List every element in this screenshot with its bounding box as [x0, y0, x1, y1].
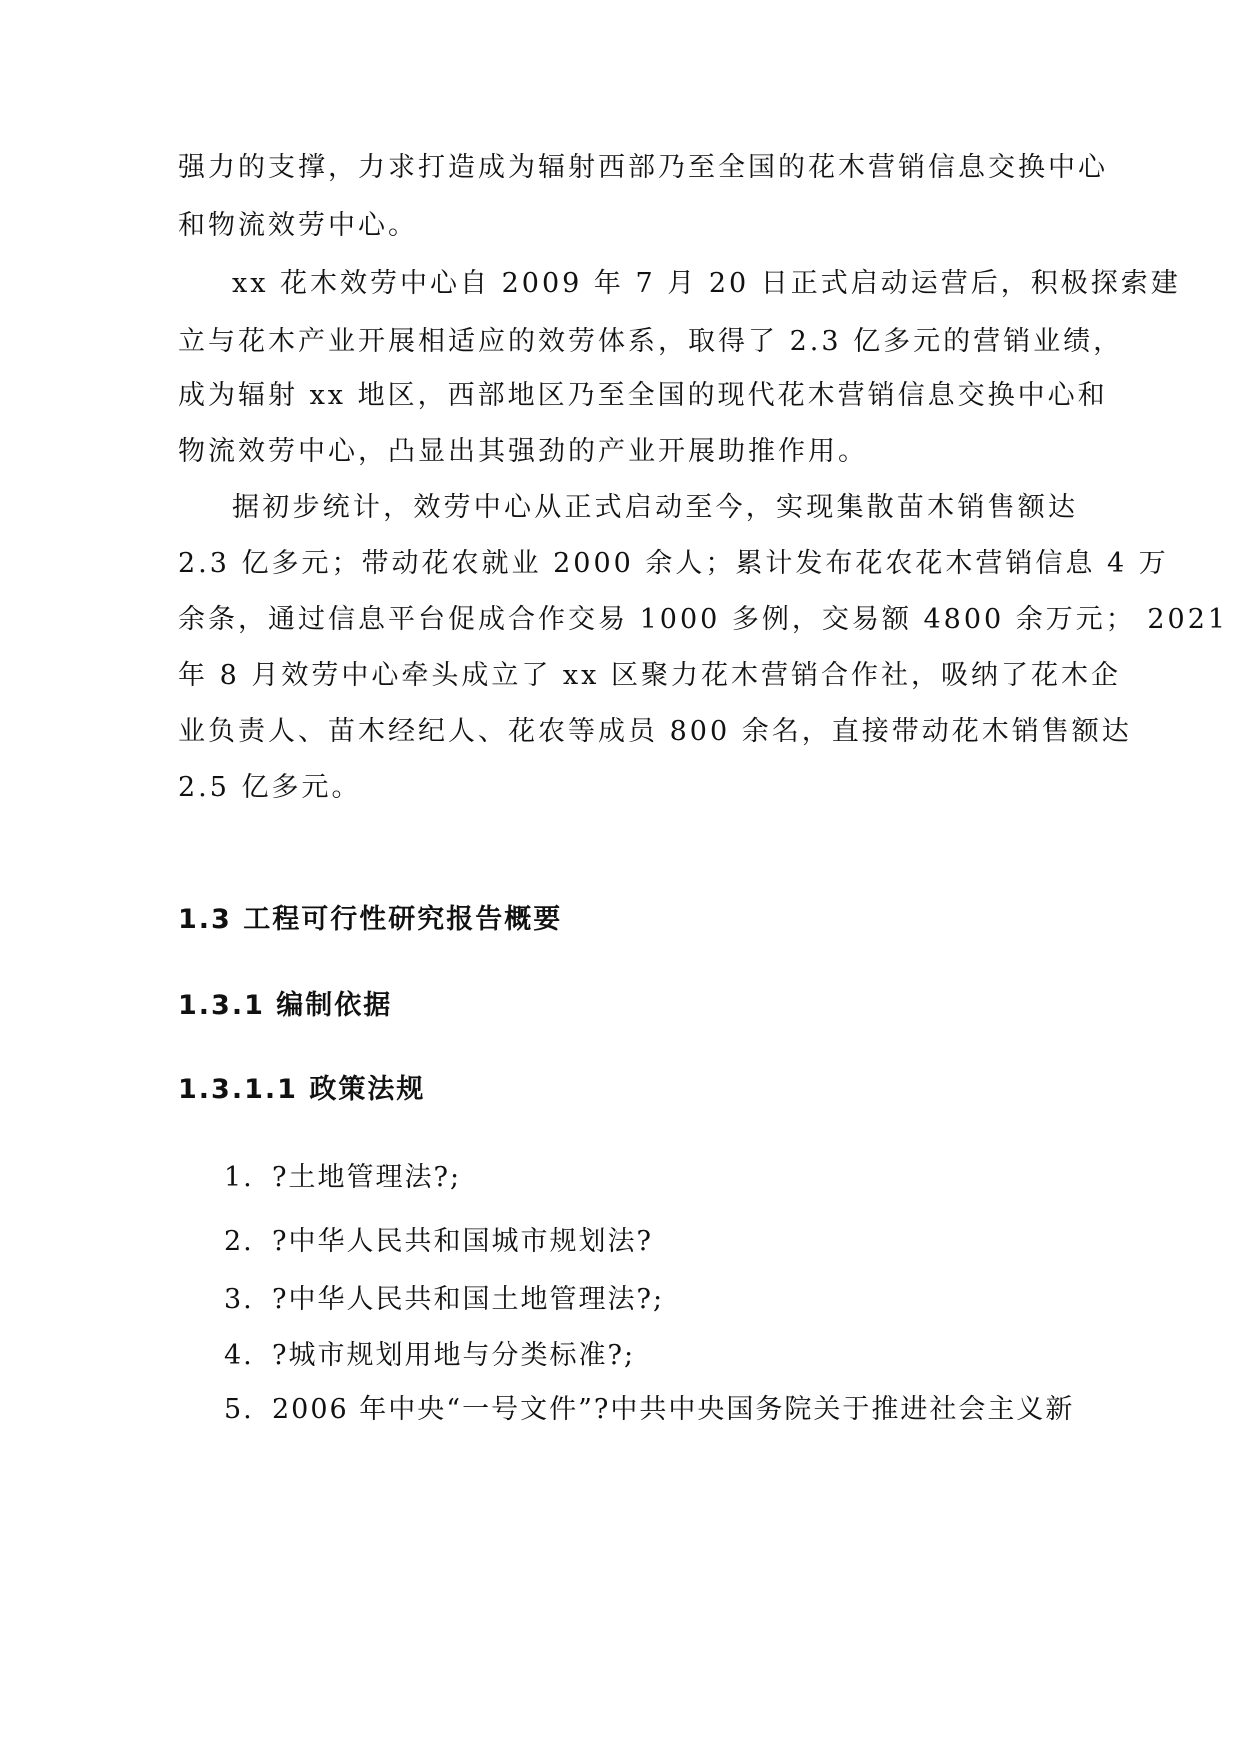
list-item-text: ?中华人民共和国城市规划法?: [272, 1226, 653, 1257]
list-item: [224, 1280, 664, 1320]
list-item-text: ?土地管理法?;: [272, 1162, 462, 1193]
list-item-number: 2.: [224, 1226, 254, 1257]
section-heading-1-3-1: 1.3.1 编制依据: [178, 990, 393, 1021]
section-heading-1-3-1-1: 1.3.1.1 政策法规: [178, 1074, 426, 1105]
list-item: [224, 1390, 1074, 1430]
paragraph-2-line-3: 成为辐射 xx 地区，西部地区乃至全国的现代花木营销信息交换中心和: [178, 380, 1108, 411]
list-item-text: 2006 年中央“一号文件”?中共中央国务院关于推进社会主义新: [272, 1394, 1075, 1425]
paragraph-2-line-1: xx 花木效劳中心自 2009 年 7 月 20 日正式启动运营后，积极探索建: [232, 268, 1181, 299]
list-item: [224, 1336, 635, 1376]
paragraph-2-line-4: 物流效劳中心，凸显出其强劲的产业开展助推作用。: [178, 436, 868, 467]
paragraph-1-line-2: 和物流效劳中心。: [178, 210, 418, 241]
list-item-number: 3.: [224, 1284, 254, 1315]
paragraph-3-line-5: 业负责人、苗木经纪人、花农等成员 800 余名，直接带动花木销售额达: [178, 716, 1132, 747]
list-item-number: 4.: [224, 1340, 254, 1371]
list-item-text: ?城市规划用地与分类标准?;: [272, 1340, 636, 1371]
paragraph-3-line-6: 2.5 亿多元。: [178, 772, 362, 803]
section-heading-1-3: 1.3 工程可行性研究报告概要: [178, 904, 563, 935]
list-item-number: 1.: [224, 1162, 254, 1193]
paragraph-3-line-3: 余条，通过信息平台促成合作交易 1000 多例，交易额 4800 余万元； 2021: [178, 604, 1229, 635]
list-item-text: ?中华人民共和国土地管理法?;: [272, 1284, 665, 1315]
paragraph-3-line-2: 2.3 亿多元；带动花农就业 2000 余人；累计发布花农花木营销信息 4 万: [178, 548, 1169, 579]
paragraph-2-line-2: 立与花木产业开展相适应的效劳体系，取得了 2.3 亿多元的营销业绩，: [178, 326, 1124, 357]
list-item: [224, 1222, 653, 1262]
paragraph-3-line-1: 据初步统计，效劳中心从正式启动至今，实现集散苗木销售额达: [232, 492, 1078, 523]
list-item: [224, 1158, 461, 1198]
list-item-number: 5.: [224, 1394, 254, 1425]
paragraph-1-line-1: 强力的支撑，力求打造成为辐射西部乃至全国的花木营销信息交换中心: [178, 152, 1108, 183]
paragraph-3-line-4: 年 8 月效劳中心牵头成立了 xx 区聚力花木营销合作社，吸纳了花木企: [178, 660, 1121, 691]
